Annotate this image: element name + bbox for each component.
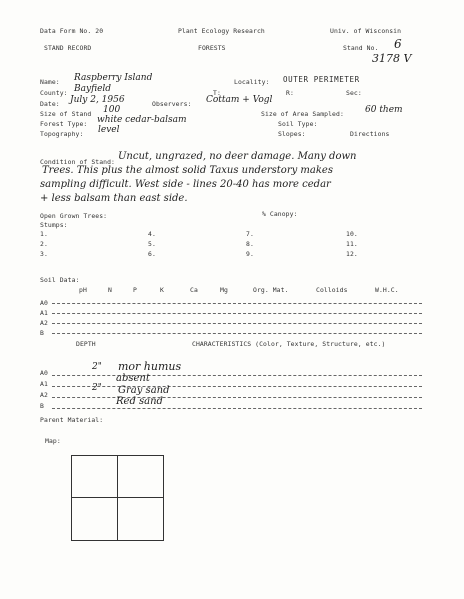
county-value: Bayfield	[74, 84, 112, 94]
tree-number: 1.	[40, 230, 48, 238]
reference-number: 3178 V	[372, 52, 412, 65]
soil-row-line	[52, 303, 422, 304]
tree-number: 7.	[246, 230, 254, 238]
stand-no-label: Stand No.	[343, 44, 379, 52]
profile-line	[52, 397, 422, 398]
university: Univ. of Wisconsin	[330, 27, 402, 35]
condition-line-3: sampling difficult. West side - lines 20-40 has more cedar	[40, 179, 331, 190]
name-value: Raspberry Island	[74, 73, 153, 83]
form-title: Plant Ecology Research	[178, 27, 265, 35]
condition-line-2: Trees. This plus the almost solid Taxus understory makes	[42, 165, 333, 176]
profile-layer: A2	[40, 391, 48, 399]
soil-row-line	[52, 333, 422, 334]
size-value: 100	[103, 105, 121, 115]
stand-record-label: STAND RECORD	[44, 44, 92, 52]
name-label: Name:	[40, 78, 60, 86]
condition-line-4: + less balsam than east side.	[40, 193, 188, 204]
form-number: Data Form No. 20	[40, 27, 104, 35]
tree-number: 5.	[148, 240, 156, 248]
area-sampled-value: 60 them	[365, 105, 403, 115]
directions-label: Directions	[350, 130, 390, 138]
forest-type-label: Forest Type:	[40, 120, 88, 128]
date-value: July 2, 1956	[70, 95, 125, 105]
soil-column-mg: Mg	[220, 286, 228, 294]
slopes-label: Slopes:	[278, 130, 306, 138]
canopy-label: % Canopy:	[262, 210, 298, 218]
soil-column-ca: Ca	[190, 286, 198, 294]
soil-row-label: B	[40, 329, 44, 337]
characteristics-label: CHARACTERISTICS (Color, Texture, Structure, etc.)	[192, 340, 386, 348]
observers-label: Observers:	[152, 100, 192, 108]
profile-line	[52, 375, 422, 376]
soil-row-label: A2	[40, 319, 48, 327]
t-label: T:	[213, 89, 221, 97]
soil-row-label: A1	[40, 309, 48, 317]
profile-depth: 2"	[92, 362, 102, 372]
profile-description: absent	[116, 373, 150, 384]
profile-layer: A1	[40, 380, 48, 388]
tree-number: 4.	[148, 230, 156, 238]
parent-material-label: Parent Material:	[40, 416, 104, 424]
soil-column-ph: pH	[79, 286, 87, 294]
stumps-label: Stumps:	[40, 221, 68, 229]
profile-description: Gray sand	[118, 385, 170, 396]
tree-number: 10.	[346, 230, 358, 238]
profile-layer: A0	[40, 369, 48, 377]
soil-data-label: Soil Data:	[40, 276, 80, 284]
soil-row-line	[52, 323, 422, 324]
tree-number: 2.	[40, 240, 48, 248]
topography-value: level	[98, 125, 120, 135]
soil-column-n: N	[108, 286, 112, 294]
tree-number: 3.	[40, 250, 48, 258]
profile-layer: B	[40, 402, 44, 410]
open-grown-trees-label: Open Grown Trees:	[40, 212, 108, 220]
locality-value: OUTER PERIMETER	[283, 75, 360, 84]
soil-column-org-mat: Org. Mat.	[253, 286, 289, 294]
area-sampled-label: Size of Area Sampled:	[261, 110, 344, 118]
tree-number: 12.	[346, 250, 358, 258]
size-label: Size of Stand	[40, 110, 92, 118]
county-label: County:	[40, 89, 68, 97]
r-label: R:	[286, 89, 294, 97]
condition-line-1: Uncut, ungrazed, no deer damage. Many down	[118, 151, 357, 162]
soil-row-line	[52, 313, 422, 314]
tree-number: 9.	[246, 250, 254, 258]
topography-label: Topography:	[40, 130, 84, 138]
tree-number: 6.	[148, 250, 156, 258]
soil-row-label: A0	[40, 299, 48, 307]
map-grid-vertical-line	[117, 455, 118, 541]
soil-type-label: Soil Type:	[278, 120, 318, 128]
locality-label: Locality:	[234, 78, 270, 86]
tree-number: 11.	[346, 240, 358, 248]
profile-line	[52, 386, 422, 387]
observers-value: Cottam + Vogl	[206, 95, 273, 105]
soil-column-k: K	[160, 286, 164, 294]
stand-no-value: 6	[394, 37, 402, 51]
depth-label: DEPTH	[76, 340, 96, 348]
condition-label: Condition of Stand:	[40, 158, 116, 166]
date-label: Date:	[40, 100, 60, 108]
sec-label: Sec:	[346, 89, 362, 97]
profile-depth: 2"	[92, 383, 102, 393]
soil-column-whc: W.H.C.	[375, 286, 399, 294]
soil-column-p: P	[133, 286, 137, 294]
forests-label: FORESTS	[198, 44, 226, 52]
map-grid-horizontal-line	[71, 497, 164, 498]
map-label: Map:	[45, 437, 61, 445]
forest-type-value: white cedar-balsam	[97, 115, 187, 125]
tree-number: 8.	[246, 240, 254, 248]
profile-line	[52, 408, 422, 409]
soil-column-colloids: Colloids	[316, 286, 348, 294]
profile-description: Red sand	[116, 396, 163, 407]
profile-description: mor humus	[118, 360, 182, 373]
